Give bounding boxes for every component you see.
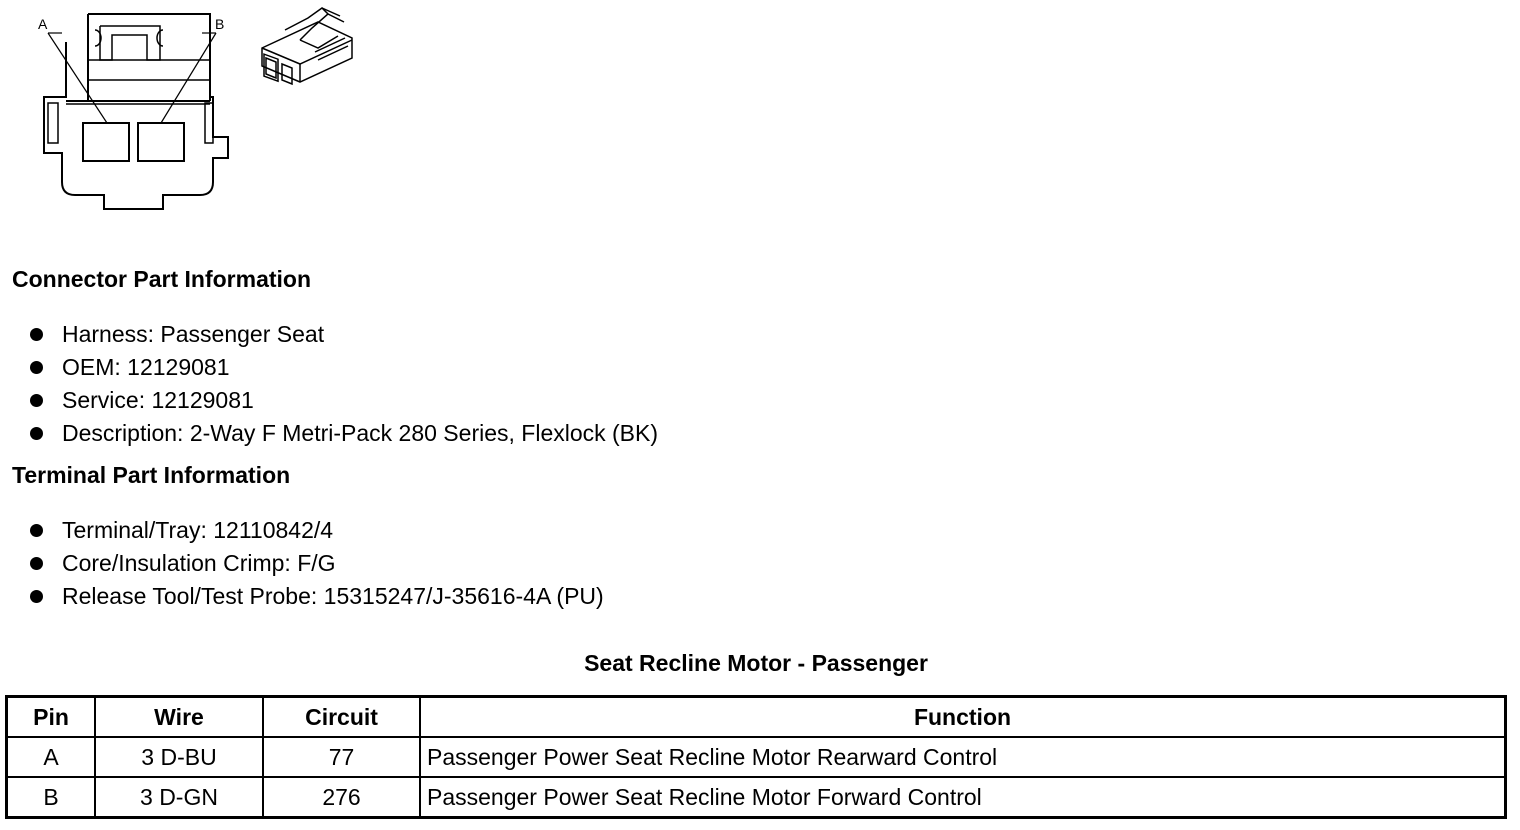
bullet-icon — [30, 557, 43, 570]
terminal-part-info-heading: Terminal Part Information — [12, 462, 291, 488]
table-row — [7, 777, 1506, 818]
list-item: Terminal/Tray: 12110842/4 — [28, 518, 604, 551]
terminal-part-info-list — [28, 518, 604, 617]
bullet-icon — [30, 427, 43, 440]
column-header-circuit: Circuit — [263, 697, 420, 738]
bullet-icon — [30, 328, 43, 341]
list-item: Core/Insulation Crimp: F/G — [28, 551, 604, 584]
connector-part-info-heading: Connector Part Information — [12, 266, 312, 292]
connector-part-info-list — [28, 322, 658, 454]
table-row — [7, 737, 1506, 777]
list-item: Release Tool/Test Probe: 15315247/J-35616-4A (PU) — [28, 584, 604, 617]
column-header-pin: Pin — [7, 697, 96, 738]
list-item: Harness: Passenger Seat — [28, 322, 658, 355]
circuit-cell: 77 — [263, 737, 420, 777]
bullet-icon — [30, 590, 43, 603]
list-item: OEM: 12129081 — [28, 355, 658, 388]
list-item: Description: 2-Way F Metri-Pack 280 Series, Flexlock (BK) — [28, 421, 658, 454]
wire-cell: 3 D-BU — [95, 737, 263, 777]
table-header-row — [7, 697, 1506, 738]
list-item: Service: 12129081 — [28, 388, 658, 421]
circuit-cell: 276 — [263, 777, 420, 818]
pinout-table — [5, 695, 1507, 819]
bullet-icon — [30, 524, 43, 537]
pin-b-label: B — [215, 16, 225, 32]
column-header-wire: Wire — [95, 697, 263, 738]
pin-a-label: A — [38, 16, 48, 32]
column-header-function: Function — [420, 697, 1506, 738]
pin-cell: B — [7, 777, 96, 818]
function-cell: Passenger Power Seat Recline Motor Forward Control — [420, 777, 1506, 818]
function-cell: Passenger Power Seat Recline Motor Rearward Control — [420, 737, 1506, 777]
pin-cell: A — [7, 737, 96, 777]
connector-isometric-icon — [0, 0, 360, 100]
table-title: Seat Recline Motor - Passenger — [584, 650, 928, 676]
bullet-icon — [30, 394, 43, 407]
bullet-icon — [30, 361, 43, 374]
wire-cell: 3 D-GN — [95, 777, 263, 818]
